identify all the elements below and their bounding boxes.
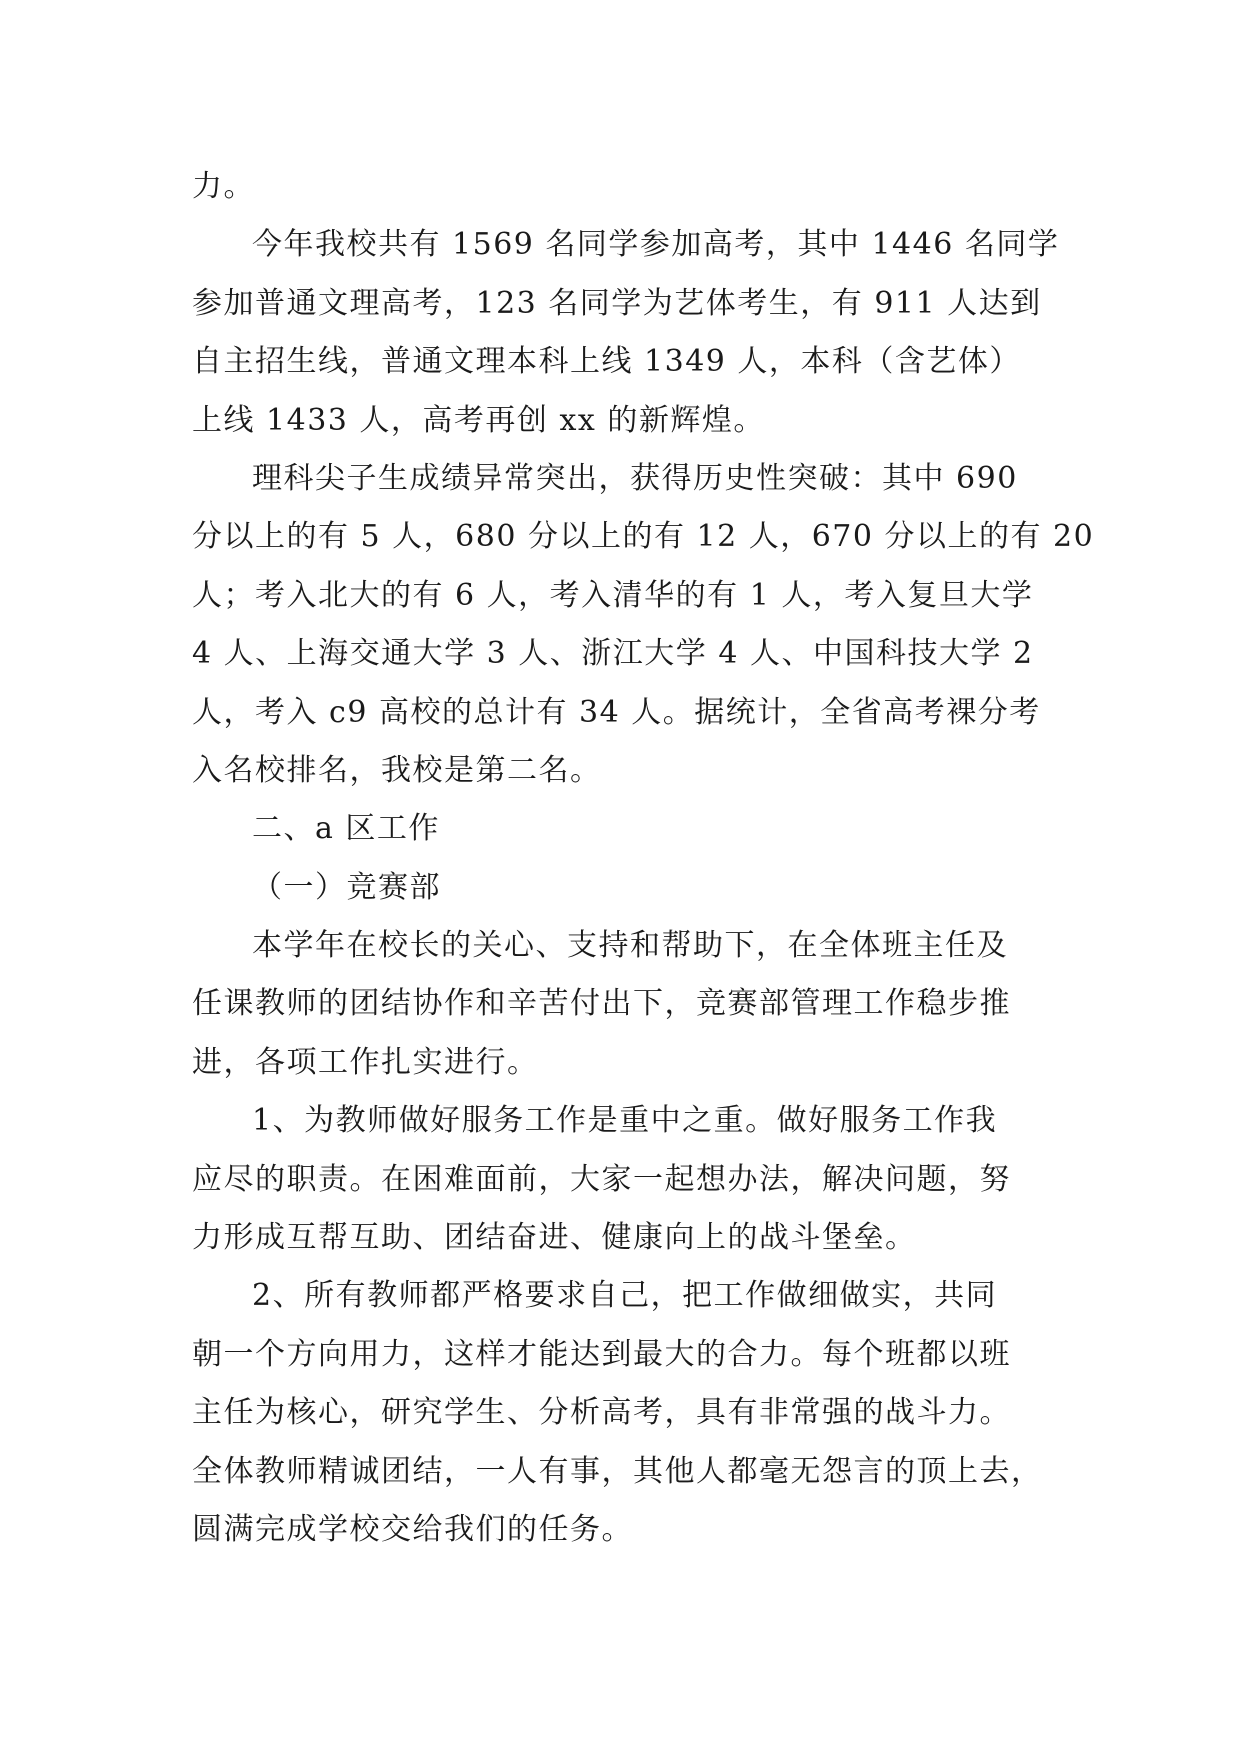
text-line: 理科尖子生成绩异常突出，获得历史性突破：其中 690 [252,460,1018,496]
text-line: 任课教师的团结协作和辛苦付出下，竞赛部管理工作稳步推 [192,986,1011,1022]
text-line: 进，各项工作扎实进行。 [192,1044,539,1080]
text-line: 力形成互帮互助、团结奋进、健康向上的战斗堡垒。 [192,1220,917,1256]
subsection-heading: （一）竞赛部 [252,869,441,905]
text-line: 力。 [192,169,255,204]
text-line: 全体教师精诚团结，一人有事，其他人都毫无怨言的顶上去， [192,1453,1043,1489]
text-line: 主任为核心，研究学生、分析高考，具有非常强的战斗力。 [192,1395,1011,1431]
text-line: 参加普通文理高考，123 名同学为艺体考生，有 911 人达到 [192,285,1042,321]
text-line: 分以上的有 5 人，680 分以上的有 12 人，670 分以上的有 20 [192,519,1095,555]
document-body [192,158,1095,1559]
text-line: 人；考入北大的有 6 人，考入清华的有 1 人，考入复旦大学 [192,577,1034,613]
section-heading: 二、a 区工作 [252,811,440,847]
text-line: 入名校排名，我校是第二名。 [192,752,602,788]
text-line: 4 人、上海交通大学 3 人、浙江大学 4 人、中国科技大学 2 [192,636,1034,672]
text-line: 上线 1433 人，高考再创 xx 的新辉煌。 [192,402,765,438]
text-line: 应尽的职责。在困难面前，大家一起想办法，解决问题，努 [192,1161,1011,1197]
text-line: 今年我校共有 1569 名同学参加高考，其中 1446 名同学 [252,227,1060,263]
text-line: 2、所有教师都严格要求自己，把工作做细做实，共同 [252,1278,998,1314]
text-line: 自主招生线，普通文理本科上线 1349 人，本科（含艺体） [192,344,1021,380]
text-line: 本学年在校长的关心、支持和帮助下，在全体班主任及 [252,928,1008,964]
text-line: 圆满完成学校交给我们的任务。 [192,1511,633,1547]
text-line: 人，考入 c9 高校的总计有 34 人。据统计，全省高考裸分考 [192,694,1041,730]
text-line: 1、为教师做好服务工作是重中之重。做好服务工作我 [252,1103,998,1139]
text-line: 朝一个方向用力，这样才能达到最大的合力。每个班都以班 [192,1336,1011,1372]
